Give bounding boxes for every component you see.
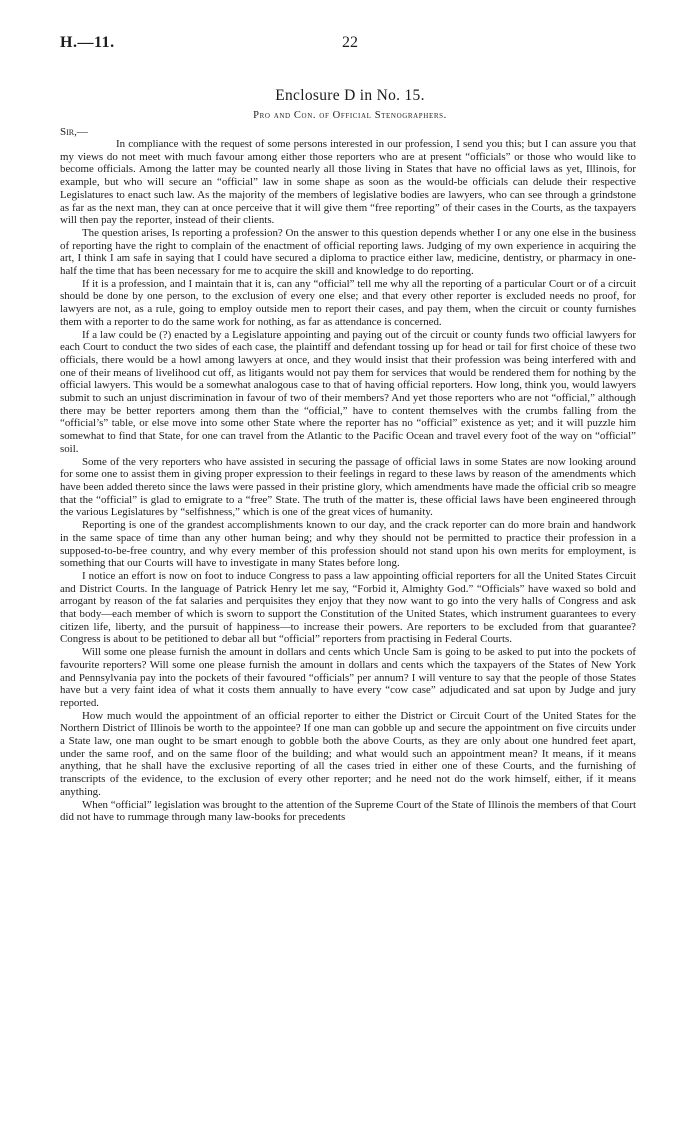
paragraph: How much would the appointment of an official reporter to either the District or Circuit Court of the United States for the Northern District of Illinois be worth to the appointee? If one man can gobble up and secure the appointment on five circuits under a State law, one man ought to be smart enough to gobble both the above Courts, as they are only about one hundred feet apart, under the same roof, and on the same floor of the building; and what would such an appointment mean? It means, if it means anything, that he shall have the exclusive reporting of all the cases tried in either one of these Courts, and the furnishing of transcripts of the evidence, to the exclusion of every other reporter; and he need not do the work himself, either, if it means anything. — [60, 709, 636, 798]
paragraph: Reporting is one of the grandest accomplishments known to our day, and the crack reporter can do more brain and handwork in the same space of time than any other human being; and why they should not be permitted to practice their profession in a supposed-to-be-free country, and why every member of this profession should not stand upon his own merits for employment, is something that our Courts will have to investigate in many States before long. — [60, 519, 636, 570]
paragraph: When “official” legislation was brought to the attention of the Supreme Court of the State of Illinois the members of that Court did not have to rummage through many law-books for precedents — [60, 798, 636, 824]
enclosure-heading: Enclosure D in No. 15. — [275, 87, 425, 104]
salutation: Sir,— — [60, 126, 88, 138]
letter-body — [60, 138, 636, 824]
paragraph: If a law could be (?) enacted by a Legislature appointing and paying out of the circuit or county funds two official lawyers for each Court to conduct the two sides of each case, the plaintiff and defendant tossing up for head or tail for first choice of these two officials, there would be a howl among lawyers at once, and they would insist that their profession was being interfered with and one of their means of livelihood cut off, as litigants would not pay them for services that would be rendered them for nothing by the official lawyers. This would be a somewhat analogous case to that of having official reporters. How long, think you, would lawyers submit to such an unjust discrimination in favour of two of their members? And yet those reporters who are not “official,” although there may be better reporters among them than the “official,” have to content themselves with the crumbs falling from the “official’s” table, or else move into some other State where the reporter has no “official” existence as yet; and it will puzzle him somewhat to find that State, for one can travel from the Atlantic to the Pacific Ocean and travel every foot of the way on “official” soil. — [60, 328, 636, 455]
paper-reference: H.—11. — [60, 34, 115, 51]
paragraph: If it is a profession, and I maintain that it is, can any “official” tell me why all the reporting of a particular Court or of a circuit should be done by one person, to the exclusion of every one else; and that every other reporter is excluded needs no proof, for lawyers are not, as a rule, going to employ outside men to report their cases, and pay them, when the circuit or county furnishes them with a reporter to do the same work for nothing, as far as attendance is concerned. — [60, 277, 636, 328]
page-number: 22 — [342, 34, 358, 51]
paragraph: In compliance with the request of some persons interested in our profession, I send you this; but I can assure you that my views do not meet with much favour among either those reporters who are at present “officials” or those who would like to become officials. Among the latter may be counted nearly all those living in States that have no official laws as yet, Illinois, for example, but who will secure an “official” law in some shape as soon as the would-be officials can delude their respective Legislatures to enact such law. As the majority of the members of legislative bodies are lawyers, who can see through a grindstone as far as the next man, they can at once perceive that it will give them “free reporting” of their cases in the Courts, as the taxpayers will then pay the reporter, instead of their clients. — [60, 138, 636, 227]
enclosure-subheading: Pro and Con. of Official Stenographers. — [253, 110, 447, 121]
paragraph: Will some one please furnish the amount in dollars and cents which Uncle Sam is going to be asked to put into the pockets of favourite reporters? Will some one please furnish the amount in dollars and cents which the taxpayers of the States of New York and Pennsylvania pay into the pockets of their favoured “officials” per annum? I will venture to say that the people of those States have but a very faint idea of what it costs them annually to have every “cow case” adjudicated and sat upon by Judge and jury reported. — [60, 646, 636, 709]
paragraph: I notice an effort is now on foot to induce Congress to pass a law appointing official reporters for all the United States Circuit and District Courts. In the language of Patrick Henry let me say, “Forbid it, Almighty God.” “Officials” have waxed so bold and arrogant by reason of the fat salaries and perquisites they enjoy that they now want to go into the very halls of Congress and ask that body—each member of which is sworn to support the Constitution of the United States, which instrument guarantees to every citizen life, liberty, and the pursuit of happiness—to increase their powers. Are reporters to be excluded from that guarantee? Congress is about to be petitioned to debar all but “official” reporters from practising in Federal Courts. — [60, 569, 636, 646]
paragraph: The question arises, Is reporting a profession? On the answer to this question depends whether I or any one else in the business of reporting have the right to complain of the enactment of official reporting laws. Judging of my own experience in acquiring the art, I think I am safe in saying that I could have secured a diploma to practice either law, medicine, dentistry, or pharmacy in one-half the time that has been necessary for me to acquire the skill and knowledge to do reporting. — [60, 226, 636, 278]
paragraph: Some of the very reporters who have assisted in securing the passage of official laws in some States are now looking around for some one to assist them in giving proper expression to their feelings in regard to these laws by reason of the amendments which have been added thereto since the laws were passed in their pristine glory, which amendments have made the official crib so meagre that the “official” is glad to emigrate to a “free” State. The truth of the matter is, these official laws have been engineered through the various Legislatures by “selfishness,” which is one of the great vices of humanity. — [60, 455, 636, 519]
